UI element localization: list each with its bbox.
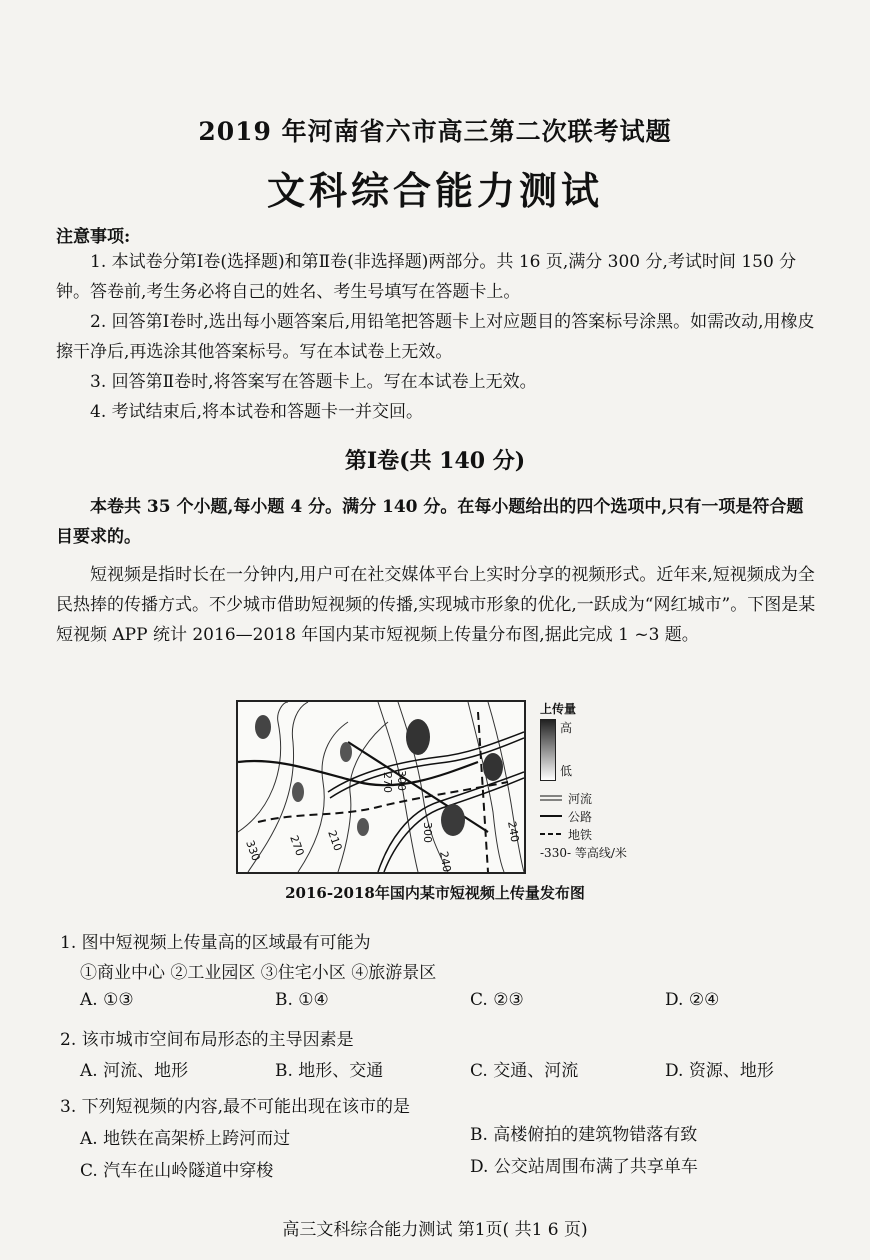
q2-option-a: A. 河流、地形	[80, 1061, 189, 1081]
exam-subtitle: 2019 年河南省六市高三第二次联考试题	[198, 117, 672, 146]
notice-item-3: 3. 回答第Ⅱ卷时,将答案写在答题卡上。写在本试卷上无效。	[90, 372, 537, 392]
legend-road: 公路	[568, 809, 593, 824]
contour-label-270b: 270	[287, 833, 307, 858]
legend-subway: 地铁	[568, 827, 593, 842]
q1-option-c: C. ②③	[470, 990, 524, 1010]
q1-option-a: A. ①③	[80, 990, 134, 1010]
q2-option-b: B. 地形、交通	[275, 1061, 384, 1081]
legend-river: 河流	[568, 791, 593, 806]
question-3-stem: 3. 下列短视频的内容,最不可能出现在该市的是	[60, 1097, 411, 1117]
contour-label-330: 330	[243, 838, 263, 863]
question-1-stem: 1. 图中短视频上传量高的区域最有可能为	[60, 933, 371, 953]
notice-heading: 注意事项:	[56, 227, 131, 247]
passage: 短视频是指时长在一分钟内,用户可在社交媒体平台上实时分享的视频形式。近年来,短视频成为全民热捧的传播方式。不少城市借助短视频的传播,实现城市形象的优化,一跃成为“网红城市”。下图是某短视频 APP 统计 2016—2018 年国内某市短视频上传量分布图,据此完成 1 ~3 题。	[56, 565, 816, 645]
q3-option-a: A. 地铁在高架桥上跨河而过	[80, 1129, 291, 1149]
legend-high: 高	[560, 721, 573, 735]
notice-item-1: 1. 本试卷分第Ⅰ卷(选择题)和第Ⅱ卷(非选择题)两部分。共 16 页,满分 300 分,考试时间 150 分钟。答卷前,考生务必将自己的姓名、考生号填写在答题卡上。	[56, 252, 797, 302]
contour-label-240b: 240	[505, 820, 522, 844]
exam-title: 文科综合能力测试	[266, 168, 603, 213]
question-1-items: ①商业中心 ②工业园区 ③住宅小区 ④旅游景区	[80, 963, 437, 983]
city-map-figure	[236, 700, 526, 874]
q1-option-d: D. ②④	[665, 990, 720, 1010]
river-symbol	[540, 794, 562, 802]
contour-label-300a: 300	[395, 770, 408, 791]
legend-contour: -330- 等高线/米	[540, 845, 627, 860]
q3-option-b: B. 高楼俯拍的建筑物错落有致	[470, 1125, 698, 1145]
notice-item-2: 2. 回答第Ⅰ卷时,选出每小题答案后,用铅笔把答题卡上对应题目的答案标号涂黑。如需改动,用橡皮擦干净后,再选涂其他答案标号。写在本试卷上无效。	[56, 312, 815, 362]
q3-option-d: D. 公交站周围布满了共享单车	[470, 1157, 698, 1177]
contour-label-300b: 300	[421, 822, 434, 843]
section-intro: 本卷共 35 个小题,每小题 4 分。满分 140 分。在每小题给出的四个选项中,只有一项是符合题目要求的。	[56, 497, 804, 547]
road-symbol	[540, 812, 562, 820]
subway-symbol	[540, 830, 562, 838]
q2-option-d: D. 资源、地形	[665, 1061, 774, 1081]
city-map-svg	[238, 702, 524, 872]
q2-option-c: C. 交通、河流	[470, 1061, 579, 1081]
contour-label-210: 210	[325, 828, 345, 853]
q3-option-c: C. 汽车在山岭隧道中穿梭	[80, 1161, 274, 1181]
q1-option-b: B. ①④	[275, 990, 329, 1010]
figure-caption: 2016-2018年国内某市短视频上传量发布图	[285, 884, 585, 902]
legend-low: 低	[560, 764, 573, 778]
map-legend	[540, 700, 660, 861]
notice-item-4: 4. 考试结束后,将本试卷和答题卡一并交回。	[90, 402, 424, 422]
page-footer: 高三文科综合能力测试 第1页( 共1 6 页)	[282, 1220, 588, 1240]
contour-label-270a: 270	[381, 772, 394, 793]
legend-title: 上传量	[540, 702, 577, 716]
legend-gradient	[540, 719, 556, 781]
section-title: 第Ⅰ卷(共 140 分)	[344, 448, 526, 474]
question-2-stem: 2. 该市城市空间布局形态的主导因素是	[60, 1030, 354, 1050]
contour-label-240a: 240	[437, 850, 454, 872]
